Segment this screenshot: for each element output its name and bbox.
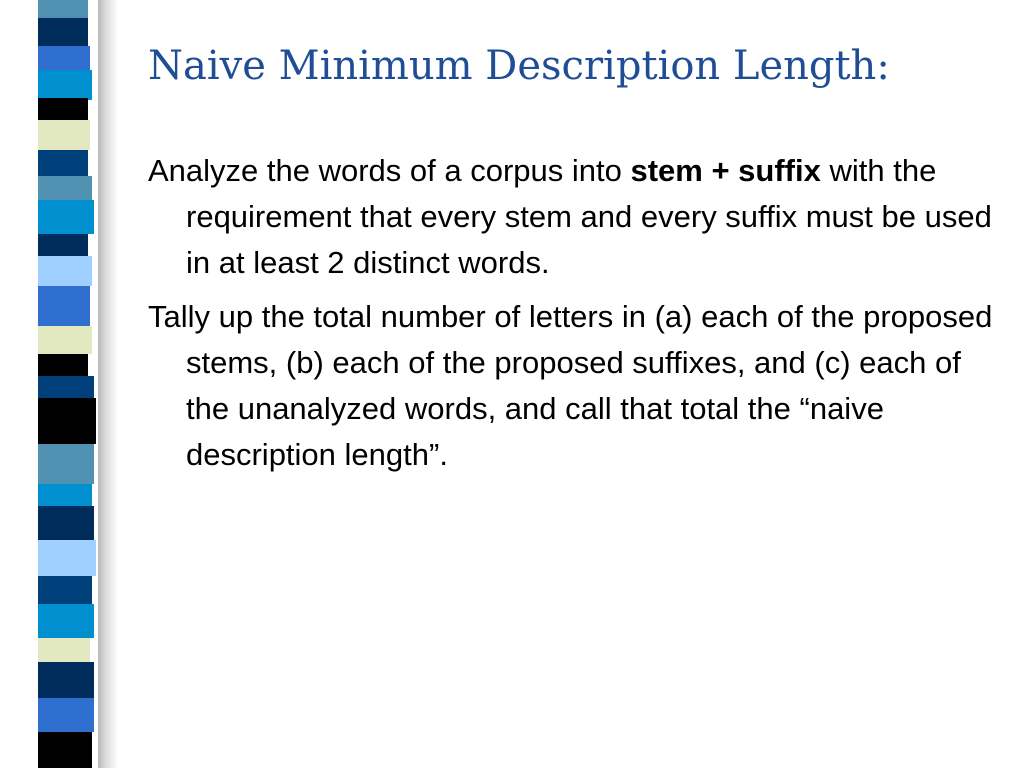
bullet-list — [148, 148, 1008, 486]
bullet-item-1 — [148, 148, 1008, 286]
stripe-block — [38, 540, 96, 576]
stripe-block — [38, 286, 90, 326]
stripe-block — [38, 46, 90, 72]
stripe-shadow — [98, 0, 118, 768]
bullet-1-bold-text: stem + suffix — [630, 153, 821, 188]
decorative-stripe-band — [38, 0, 98, 768]
stripe-block — [38, 326, 92, 354]
stripe-block — [38, 604, 94, 638]
stripe-block — [38, 98, 88, 120]
stripe-block — [38, 0, 88, 20]
stripe-block — [38, 732, 92, 768]
stripe-block — [38, 398, 96, 444]
stripe-block — [38, 150, 88, 176]
stripe-block — [38, 176, 92, 200]
stripe-block — [38, 200, 94, 234]
stripe-block — [38, 256, 92, 286]
stripe-block — [38, 576, 92, 604]
stripe-block — [38, 638, 90, 662]
stripe-block — [38, 484, 92, 506]
stripe-block — [38, 120, 90, 150]
stripe-block — [38, 354, 88, 376]
stripe-block — [38, 234, 88, 256]
stripe-block — [38, 506, 94, 540]
stripe-block — [38, 70, 92, 100]
stripe-block — [38, 376, 94, 398]
slide-title: Naive Minimum Description Length: — [148, 43, 890, 89]
stripe-block — [38, 698, 94, 732]
stripe-block — [38, 444, 94, 484]
stripe-block — [38, 662, 94, 698]
bullet-item-2 — [148, 294, 1008, 478]
bullet-2-text: Tally up the total number of letters in (a) each of the proposed stems, (b) each of the proposed suffixes, and (c) each of the unanalyzed words, and call that total the “naive description length”. — [148, 299, 993, 472]
bullet-1-text: Analyze the words of a corpus into — [148, 153, 631, 188]
stripe-block — [38, 18, 88, 48]
bullet-1-text-continued: with the requirement that every stem and every suffix must be used in at least 2 distinct words. — [186, 153, 992, 280]
